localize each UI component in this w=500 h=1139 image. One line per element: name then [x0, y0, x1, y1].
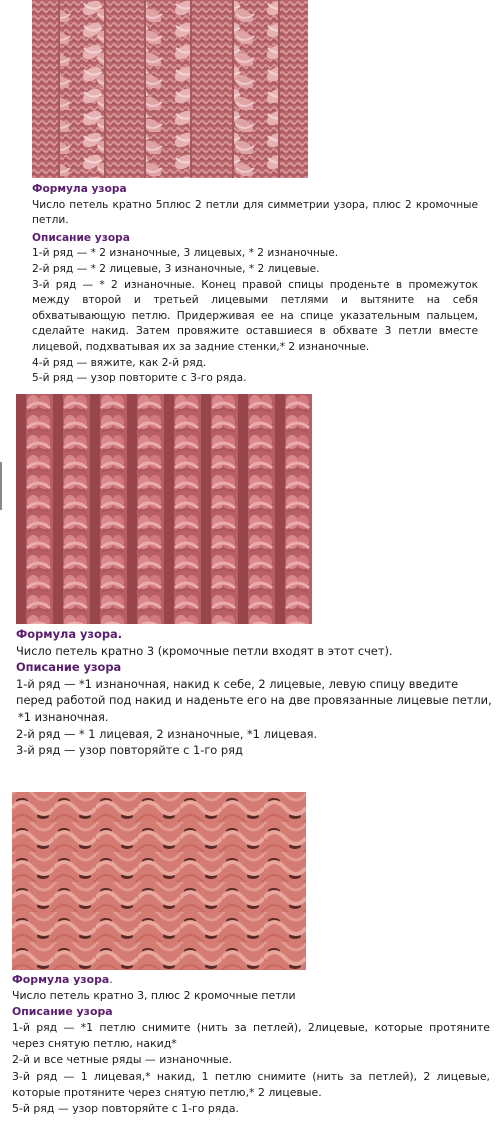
pattern-2-text — [16, 626, 492, 759]
knit-swatch-image-3 — [12, 792, 306, 970]
pattern-3-text — [12, 972, 490, 1117]
pattern-1-row-5: 5-й ряд — узор повторите с 3-го ряда. — [32, 372, 247, 385]
pattern-1-row-1: 1-й ряд — * 2 изнаночные, 3 лицевых, * 2 изнаночные. — [32, 247, 339, 260]
pattern-2-row-3: 3-й ряд — узор повторяйте с 1-го ряд — [16, 743, 243, 758]
knit-swatch-image-1 — [32, 0, 308, 178]
pattern-2-row-1: 1-й ряд — *1 изнаночная, накид к себе, 2 лицевые, левую спицу введите перед работой под накид и наденьте его на две провязанные лицевые петли, — [16, 676, 492, 708]
pattern-3-formula-heading-suffix: . — [109, 973, 113, 986]
pattern-2-formula-heading: Формула узора. — [16, 627, 123, 641]
pattern-1-row-4: 4-й ряд — вяжите, как 2-й ряд. — [32, 356, 207, 369]
pattern-1-description-heading: Описание узора — [32, 231, 130, 244]
knit-swatch-image-2 — [16, 394, 312, 624]
pattern-2-row-2: 2-й ряд — * 1 лицевая, 2 изнаночные, *1 лицевая. — [16, 726, 318, 741]
pattern-3-row-2: 2-й и все четные ряды — изнаночные. — [12, 1053, 233, 1067]
pattern-2-row-1-cont: *1 изнаночная. — [18, 709, 109, 724]
pattern-3-formula-heading: Формула узора — [12, 973, 110, 986]
pattern-2-description-heading: Описание узора — [16, 660, 122, 675]
pattern-3-row-1: 1-й ряд — *1 петлю снимите (нить за петлей), 2лицевые, которые протяните через снятую петлю, накид* — [12, 1021, 490, 1051]
pattern-2-formula-text: Число петель кратно 3 (кромочные петли входят в этот счет). — [16, 643, 393, 658]
pattern-3-row-5: 5-й ряд — узор повторяйте с 1-го ряда. — [12, 1101, 240, 1115]
pattern-3-description-heading: Описание узора — [12, 1005, 113, 1019]
pattern-1-formula-text: Число петель кратно 5плюс 2 петли для симметрии узора, плюс 2 кромочные петли. — [32, 198, 478, 227]
pattern-1-text — [32, 182, 478, 387]
pattern-1-formula-heading: Формула узора — [32, 183, 127, 195]
pattern-1-row-3: 3-й ряд — * 2 изнаночные. Конец правой спицы проденьте в промежуток между второй и третьей лицевыми петлями и вытяните на себя обхватывающую петлю. Придерживая ее на спице указательным пальцем, сделайте накид. Затем провяжите оставшиеся в обхвате 3 петли вместе лицевой, подхватывая их за задние стенки,* 2 изнаночные. — [32, 278, 478, 353]
pattern-3-row-3: 3-й ряд — 1 лицевая,* накид, 1 петлю снимите (нить за петлей), 2 лицевые, которые протяните через снятую петлю,* 2 лицевые. — [12, 1069, 490, 1099]
pattern-1-row-2: 2-й ряд — * 2 лицевые, 3 изнаночные, * 2 лицевые. — [32, 262, 320, 275]
pattern-3-formula-text: Число петель кратно 3, плюс 2 кромочные петли — [12, 989, 296, 1003]
left-edge-mark — [0, 462, 6, 510]
